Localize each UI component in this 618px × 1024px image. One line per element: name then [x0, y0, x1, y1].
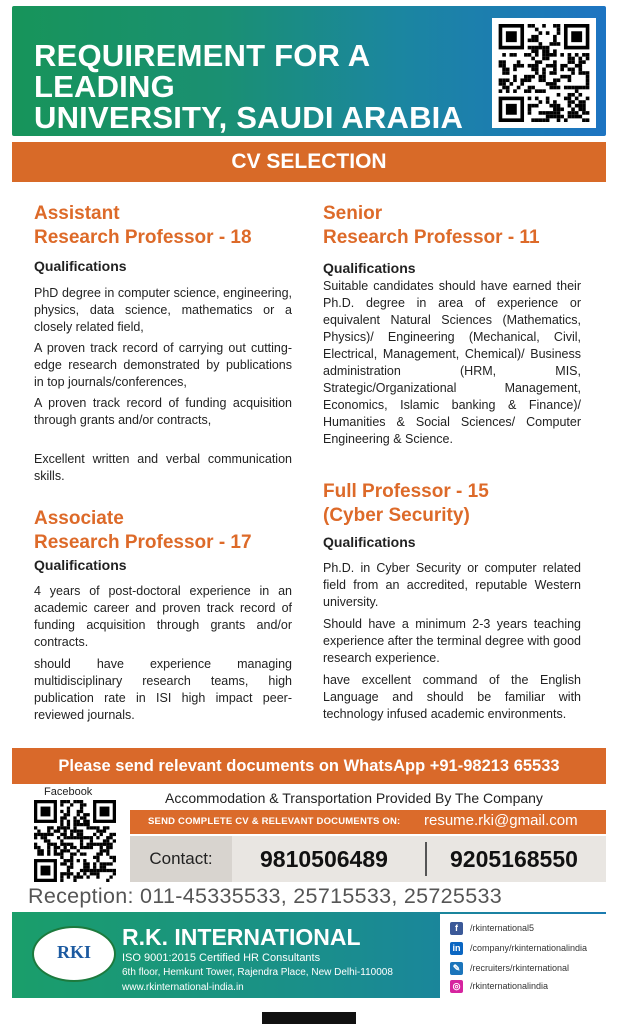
job-title-line: Research Professor - 11: [323, 227, 540, 248]
qualification-text: A proven track record of funding acquisition through grants and/or contracts,: [34, 396, 292, 427]
job-title-full: [323, 480, 489, 528]
job-title-assistant: [34, 202, 252, 250]
header-banner: [12, 6, 606, 136]
linkedin-icon: in: [450, 942, 463, 955]
social-handle: /recruiters/rkinternational: [470, 963, 570, 973]
iso-certification: ISO 9001:2015 Certified HR Consultants: [122, 952, 321, 964]
job-title-line: (Cyber Security): [323, 505, 470, 526]
header-qr-code: [492, 18, 596, 128]
qualification-text: A proven track record of carrying out cutting-edge research demonstrated by publications in top journals/conferences,: [34, 341, 292, 389]
job-title-senior: [323, 202, 540, 250]
phone-divider: [425, 842, 427, 876]
company-website[interactable]: www.rkinternational-india.in: [122, 982, 244, 993]
qualification-text: Should have a minimum 2-3 years teaching experience after the terminal degree with good research experience.: [323, 617, 581, 665]
company-address: 6th floor, Hemkunt Tower, Rajendra Place, New Delhi-110008: [122, 967, 393, 978]
qualifications-heading: Qualifications: [34, 557, 127, 573]
accommodation-note: Accommodation & Transportation Provided By The Company: [165, 790, 543, 806]
qualification-text: have excellent command of the English Language and should be familiar with technology infused academic environments.: [323, 673, 581, 721]
qualification-text: Excellent written and verbal communication skills.: [34, 452, 292, 483]
social-handle: /rkinternationalindia: [470, 981, 549, 991]
contact-box: [130, 836, 606, 882]
company-logo: [32, 926, 116, 982]
social-links: [440, 914, 606, 998]
qualification-text: Ph.D. in Cyber Security or computer related field from an accredited, reputable Western university.: [323, 561, 581, 609]
cv-selection-banner: CV SELECTION: [12, 142, 606, 182]
qualification-text: 4 years of post-doctoral experience in an academic career and proven track record of funding acquisition through grants and/or contracts.: [34, 584, 292, 649]
title-line-2: UNIVERSITY, SAUDI ARABIA: [34, 100, 464, 135]
instagram-icon: ◎: [450, 980, 463, 993]
qualifications-heading: Qualifications: [323, 534, 416, 550]
qualification-text: Suitable candidates should have earned their Ph.D. degree in area of experience or equivalent Natural Sciences (Mathematics, Physics)/ Engineering (Mechanical, Civil, Electrical, Management, Chemical)/ Business administration (HRM, MIS, Strategic/Organizational Management, Economics, Islamic banking & Finance)/ Humanities & Social Sciences/ Computer Engineering & Science.: [323, 279, 581, 446]
job-title-line: Assistant: [34, 203, 120, 224]
company-name: R.K. INTERNATIONAL: [122, 924, 361, 950]
page-title: [34, 40, 474, 133]
send-cv-label: SEND COMPLETE CV & RELEVANT DOCUMENTS ON:: [148, 816, 401, 827]
social-handle: /company/rkinternationalindia: [470, 943, 588, 953]
job-title-associate: [34, 507, 252, 555]
facebook-label: Facebook: [44, 786, 93, 798]
job-title-line: Full Professor - 15: [323, 481, 489, 502]
job-title-line: Research Professor - 17: [34, 532, 252, 553]
reception-numbers: Reception: 011-45335533, 25715533, 25725533: [28, 884, 502, 908]
send-cv-band: [130, 810, 606, 834]
facebook-qr-code: [34, 800, 116, 882]
qualification-text: should have experience managing multidisciplinary research teams, high publication rate in ISI high impact peer-reviewed journals.: [34, 657, 292, 722]
title-line-1: REQUIREMENT FOR A LEADING: [34, 38, 370, 104]
qr-code-icon: [498, 24, 590, 122]
job-title-line: Research Professor - 18: [34, 227, 252, 248]
user-icon: ✎: [450, 962, 463, 975]
job-title-line: Senior: [323, 203, 383, 224]
social-handle: /rkinternational5: [470, 923, 535, 933]
bottom-bar: [262, 1012, 356, 1024]
logo-text: RKI: [56, 942, 91, 962]
phone-number-1[interactable]: 9810506489: [260, 846, 388, 872]
email-link[interactable]: resume.rki@gmail.com: [424, 812, 578, 829]
job-title-line: Associate: [34, 508, 124, 529]
qualification-text: PhD degree in computer science, engineering, physics, data science, mathematics or a closely related field,: [34, 286, 292, 334]
qualifications-heading: Qualifications: [323, 260, 416, 276]
contact-label: Contact:: [130, 836, 232, 882]
facebook-icon: f: [450, 922, 463, 935]
qualifications-heading: Qualifications: [34, 258, 127, 274]
phone-number-2[interactable]: 9205168550: [450, 846, 578, 872]
footer-banner: [12, 912, 606, 998]
qr-code-icon: [34, 800, 116, 882]
whatsapp-banner: Please send relevant documents on WhatsApp +91-98213 65533: [12, 748, 606, 784]
